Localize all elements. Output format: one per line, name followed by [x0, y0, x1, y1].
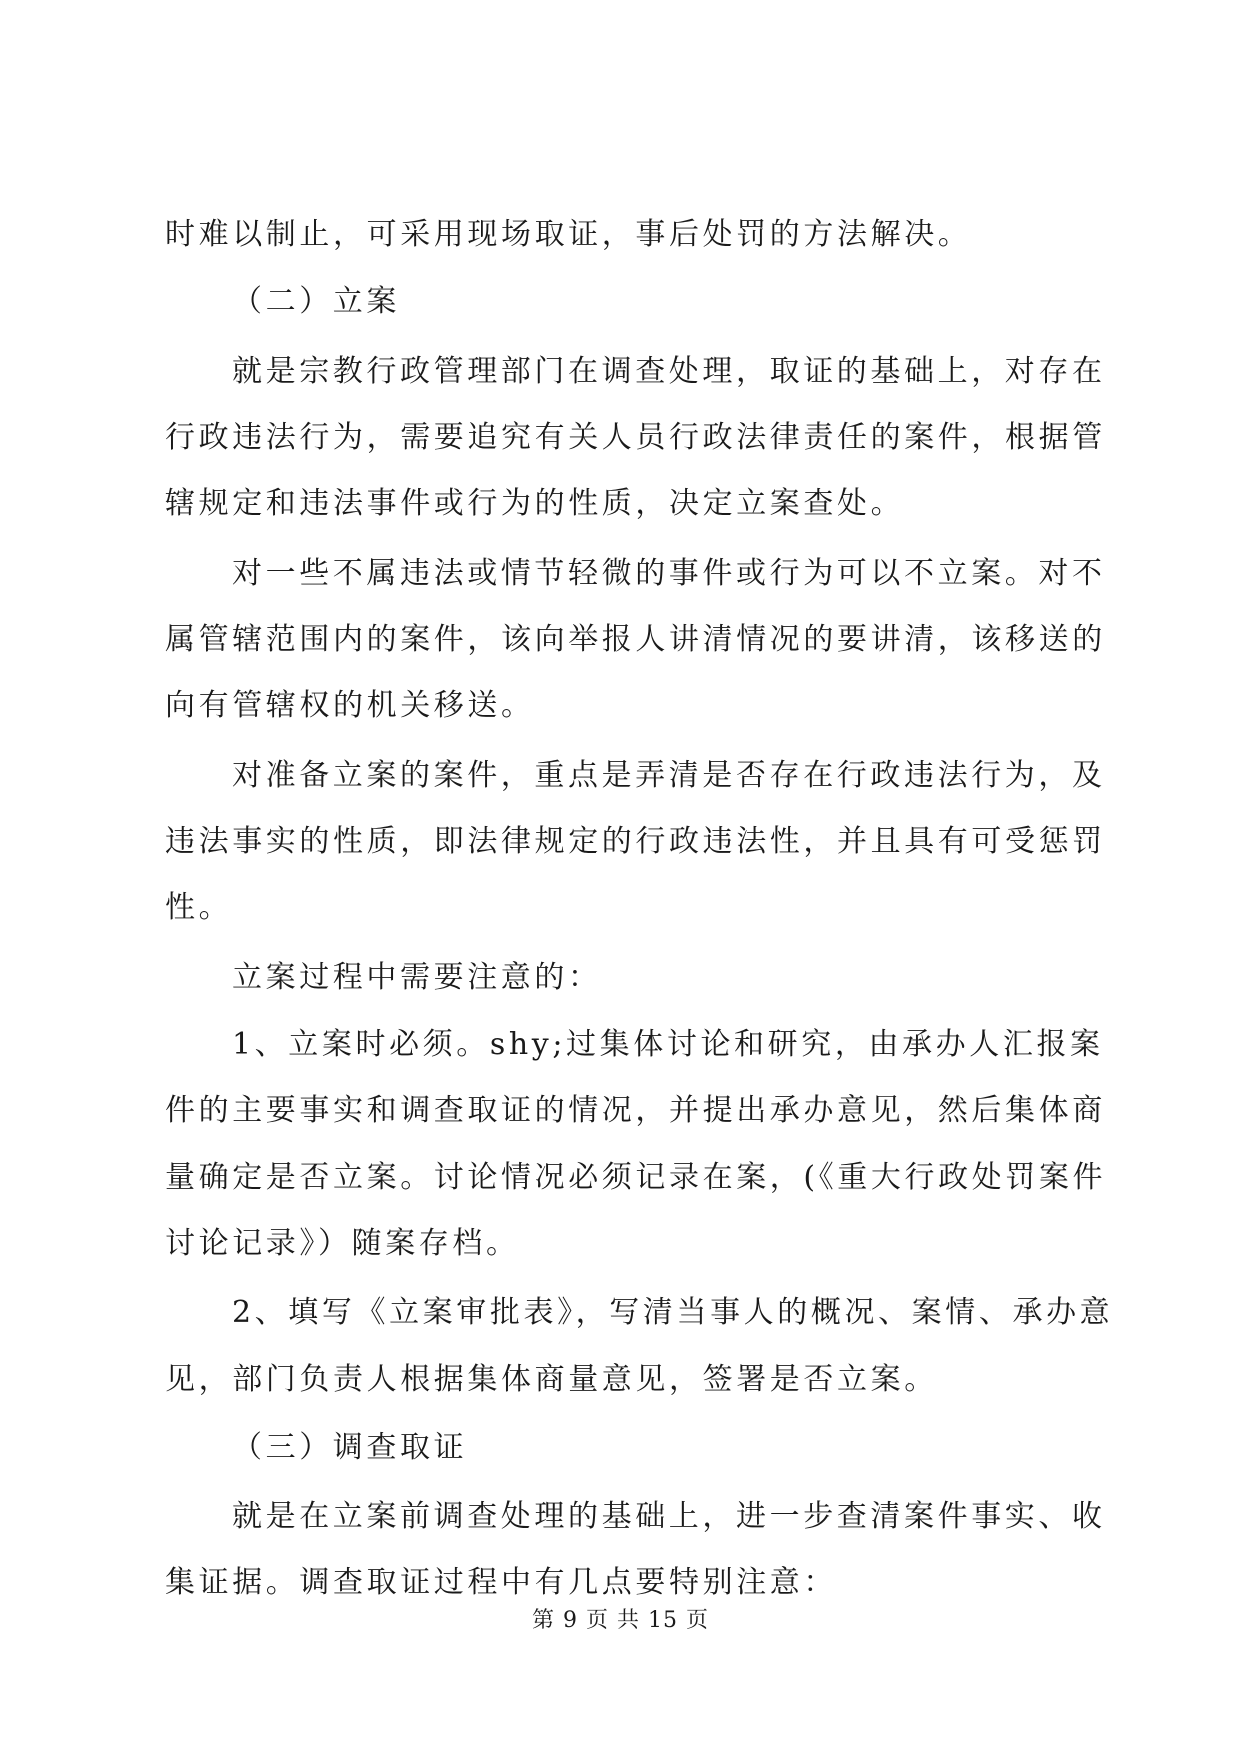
section-heading: （二）立案 — [232, 284, 400, 319]
paragraph-line: 讨论记录》）随案存档。 — [165, 1226, 520, 1261]
paragraph-line: 立案过程中需要注意的： — [232, 960, 602, 995]
paragraph-line: 集证据。调查取证过程中有几点要特别注意： — [165, 1565, 837, 1600]
paragraph-line: 属管辖范围内的案件，该向举报人讲清情况的要讲清，该移送的 — [165, 622, 1106, 657]
paragraph-line: 对一些不属违法或情节轻微的事件或行为可以不立案。对不 — [232, 556, 1106, 591]
page-number-footer: 第 9 页 共 15 页 — [532, 1608, 709, 1633]
paragraph-line: 对准备立案的案件，重点是弄清是否存在行政违法行为，及 — [232, 758, 1106, 793]
paragraph-line: 就是宗教行政管理部门在调查处理，取证的基础上，对存在 — [232, 354, 1106, 389]
paragraph-line: 件的主要事实和调查取证的情况，并提出承办意见，然后集体商 — [165, 1093, 1106, 1128]
paragraph-line: 辖规定和违法事件或行为的性质，决定立案查处。 — [165, 486, 905, 521]
paragraph-line: 就是在立案前调查处理的基础上，进一步查清案件事实、收 — [232, 1499, 1106, 1534]
paragraph-line: 1、立案时必须。shy;过集体讨论和研究，由承办人汇报案 — [232, 1027, 1104, 1062]
paragraph-line: 量确定是否立案。讨论情况必须记录在案，(《重大行政处罚案件 — [165, 1160, 1107, 1195]
paragraph-line: 违法事实的性质，即法律规定的行政违法性，并且具有可受惩罚 — [165, 824, 1106, 859]
paragraph-line: 2、填写《立案审批表》，写清当事人的概况、案情、承办意 — [232, 1295, 1114, 1330]
section-heading: （三）调查取证 — [232, 1430, 468, 1465]
paragraph-line: 性。 — [165, 890, 233, 925]
paragraph-line: 向有管辖权的机关移送。 — [165, 688, 535, 723]
paragraph-line: 见，部门负责人根据集体商量意见，签署是否立案。 — [165, 1362, 938, 1397]
paragraph-line: 时难以制止，可采用现场取证，事后处罚的方法解决。 — [165, 217, 972, 252]
paragraph-line: 行政违法行为，需要追究有关人员行政法律责任的案件，根据管 — [165, 420, 1106, 455]
